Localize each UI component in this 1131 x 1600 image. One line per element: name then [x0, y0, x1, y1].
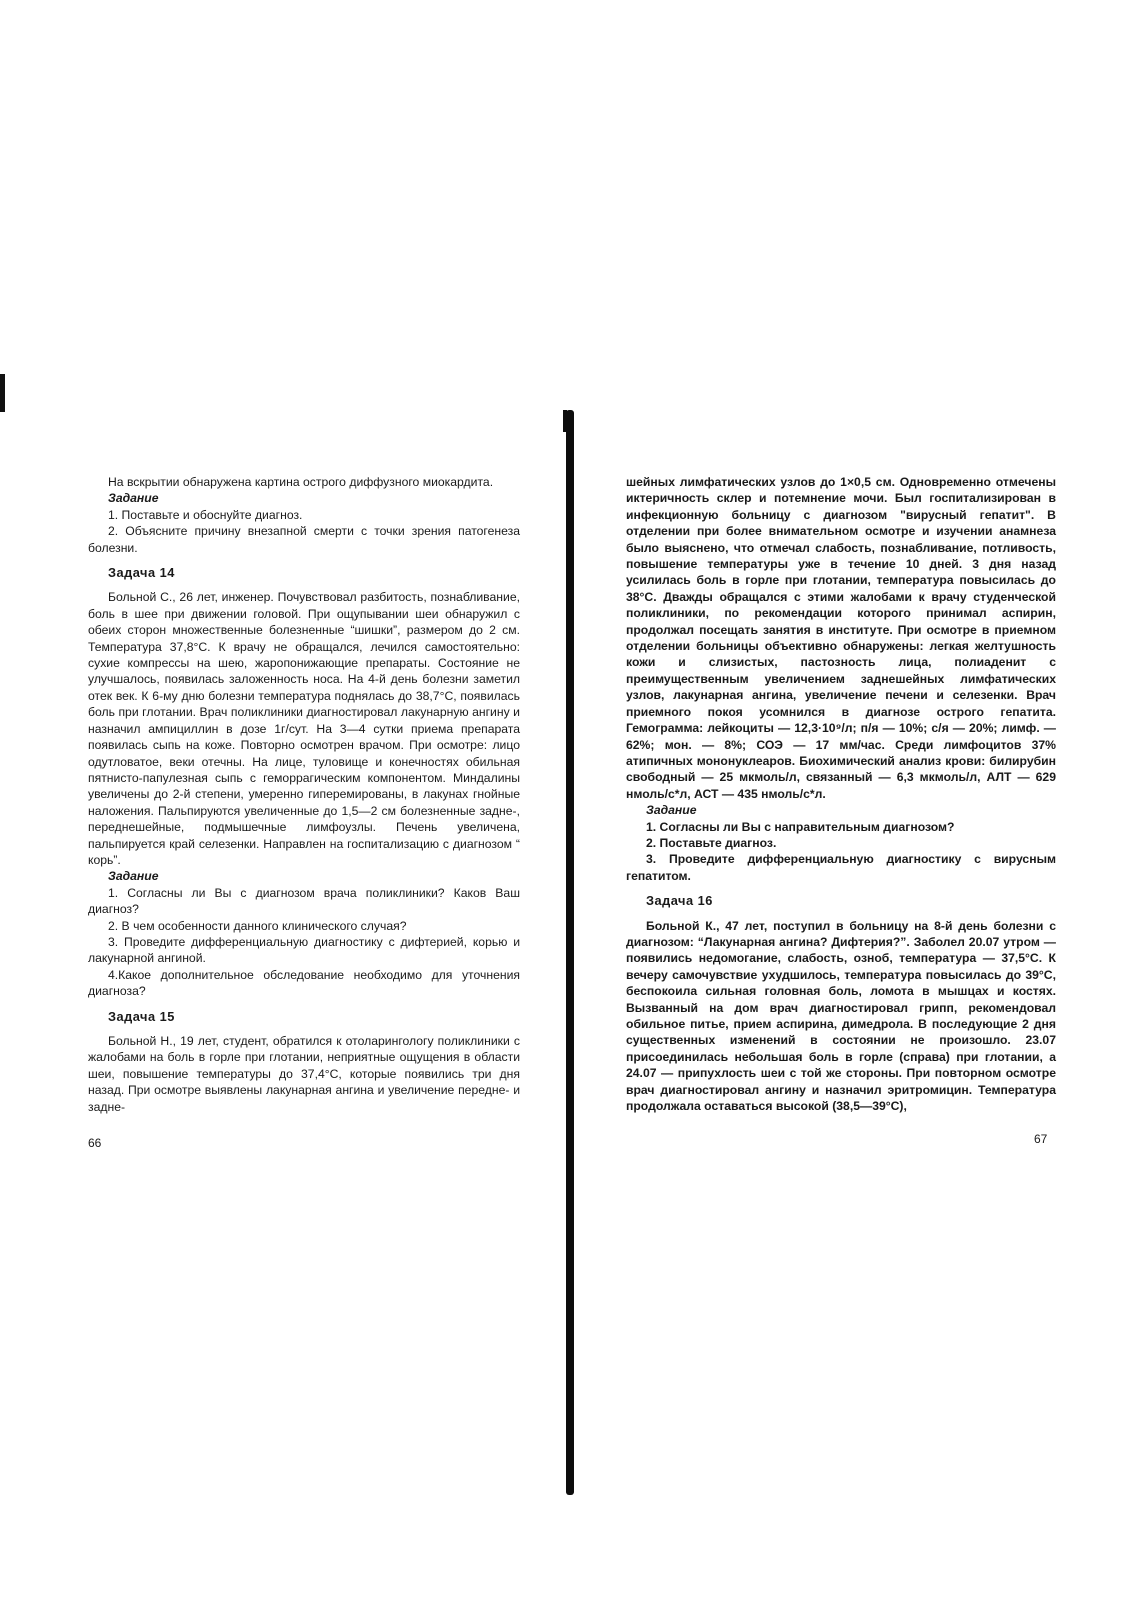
task-item: 1. Согласны ли Вы с направительным диагнозом?: [646, 819, 955, 834]
intro-paragraph: На вскрытии обнаружена картина острого диффузного миокардита.: [108, 475, 494, 489]
task-label: Задание: [646, 803, 697, 818]
task-item: 1. Поставьте и обоснуйте диагноз.: [108, 507, 303, 522]
problem-16-text: Больной К., 47 лет, поступил в больницу на 8-й день болезни с диагнозом: “Лакунарная ангина? Дифтерия?”. Заболел 20.07 утром — появились недомогание, слабость, озноб, температура — 37,5°С. К вечеру самочувствие ухудшилось, температура повысилась до 39°С, беспокоила сильная головная боль, ломота в мышцах и костях. Вызванный на дом врач диагностировал грипп, рекомендовал обильное питье, прием аспирина, димедрола. В последующие 2 дня существенных изменений в состоянии не произошло. 23.07 присоединилась небольшая боль в горле (справа) при глотании, а 24.07 — припухлость шеи с той же стороны. При повторном осмотре врач диагностировал ангину и назначил эритромицин. Температура продолжала оставаться высокой (38,5—39°С),: [626, 918, 1056, 1114]
task-label: Задание: [108, 869, 159, 884]
task-item: 2. В чем особенности данного клинического случая?: [108, 918, 407, 933]
task-item: 4.Какое дополнительное обследование необходимо для уточнения диагноза?: [88, 967, 520, 999]
problem-heading-15: Задача 15: [108, 1008, 175, 1024]
problem-15-text: Больной Н., 19 лет, студент, обратился к отоларингологу поликлиники с жалобами на боль в горле при глотании, неприятные ощущения в области шеи, повышение температуры до 37,4°С, которые появились три дня назад. При осмотре выявлены лакунарная ангина и увеличение передне- и задне-: [88, 1034, 520, 1114]
task-label: Задание: [108, 491, 159, 506]
problem-heading-16: Задача 16: [646, 893, 713, 909]
scan-edge-mark: [0, 374, 5, 412]
right-page: [626, 474, 1056, 1114]
left-page: [88, 474, 520, 1115]
task-item: 3. Проведите дифференциальную диагностику с вирусным гепатитом.: [626, 852, 1056, 883]
problem-heading-14: Задача 14: [108, 565, 175, 581]
task-item: 1. Согласны ли Вы с диагнозом врача поликлиники? Каков Ваш диагноз?: [88, 885, 520, 917]
task-item: 2. Поставьте диагноз.: [646, 835, 777, 850]
page-number-right: 67: [1034, 1132, 1048, 1146]
page-number-left: 66: [88, 1136, 102, 1150]
book-binding-gutter: [566, 410, 574, 1495]
problem-14-text: Больной С., 26 лет, инженер. Почувствовал разбитость, познабливание, боль в шее при движении головой. При ощупывании шеи обнаружил с обеих сторон множественные болезненные “шишки”, размером до 2 см. Температура 37,8°С. К врачу не обращался, лечился самостоятельно: сухие компрессы на шею, жаропонижающие препараты. Состояние не улучшалось, появилась заложенность носа. На 4-й день болезни заметил отек век. К 6-му дню болезни температура поднялась до 38,7°С, появилась боль при глотании. Врач поликлиники диагностировал лакунарную ангину и назначил ампициллин в дозе 1г/сут. На 3—4 сутки приема препарата появилась сыпь на коже. Повторно осмотрен врачом. При осмотре: лицо одутловатое, веки отечны. На лице, туловище и конечностях обильная пятнисто-папулезная сыпь с геморрагическим компонентом. Миндалины увеличены до 2-й степени, умеренно гиперемированы, в лакунах гнойные наложения. Пальпируются увеличенные до 1,5—2 см болезненные задне-, переднешейные, подмышечные лимфоузлы. Печень увеличена, пальпируется край селезенки. Направлен на госпитализацию с диагнозом “ корь”.: [88, 590, 520, 867]
task-item: 3. Проведите дифференциальную диагностику с дифтерией, корью и лакунарной ангиной.: [88, 934, 520, 966]
problem-15-continuation: шейных лимфатических узлов до 1×0,5 см. Одновременно отмечены иктеричность склер и потемнение мочи. Был госпитализирован в инфекционную больницу с диагнозом "вирусный гепатит". В отделении при более внимательном осмотре и изучении анамнеза было выяснено, что отмечал слабость, познабливание, потливость, повышение температуры уже в течение 10 дней. 3 дня назад усилилась боль в горле при глотании, температура повысилась до 38°С. Дважды обращался с этими жалобами к врачу студенческой поликлиники, по рекомендации которого принимал аспирин, продолжал посещать занятия в институте. При осмотре в приемном отделении больницы объективно обнаружены: легкая желтушность кожи и слизистых, пастозность лица, полиаденит с преимущественным увеличением заднешейных лимфатических узлов, лакунарная ангина, увеличение печени и селезенки. Врач приемного покоя усомнился в диагнозе острого гепатита. Гемограмма: лейкоциты — 12,3·10⁹/л; п/я — 10%; с/я — 20%; лимф. — 62%; мон. — 8%; СОЭ — 17 мм/час. Среди лимфоцитов 37% атипичных мононуклеаров. Биохимический анализ крови: билирубин свободный — 25 мкмоль/л, связанный — 6,3 мкмоль/л, АЛТ — 629 нмоль/с*л, АСТ — 435 нмоль/с*л.: [626, 475, 1056, 801]
task-item: 2. Объясните причину внезапной смерти с точки зрения патогенеза болезни.: [88, 524, 520, 555]
